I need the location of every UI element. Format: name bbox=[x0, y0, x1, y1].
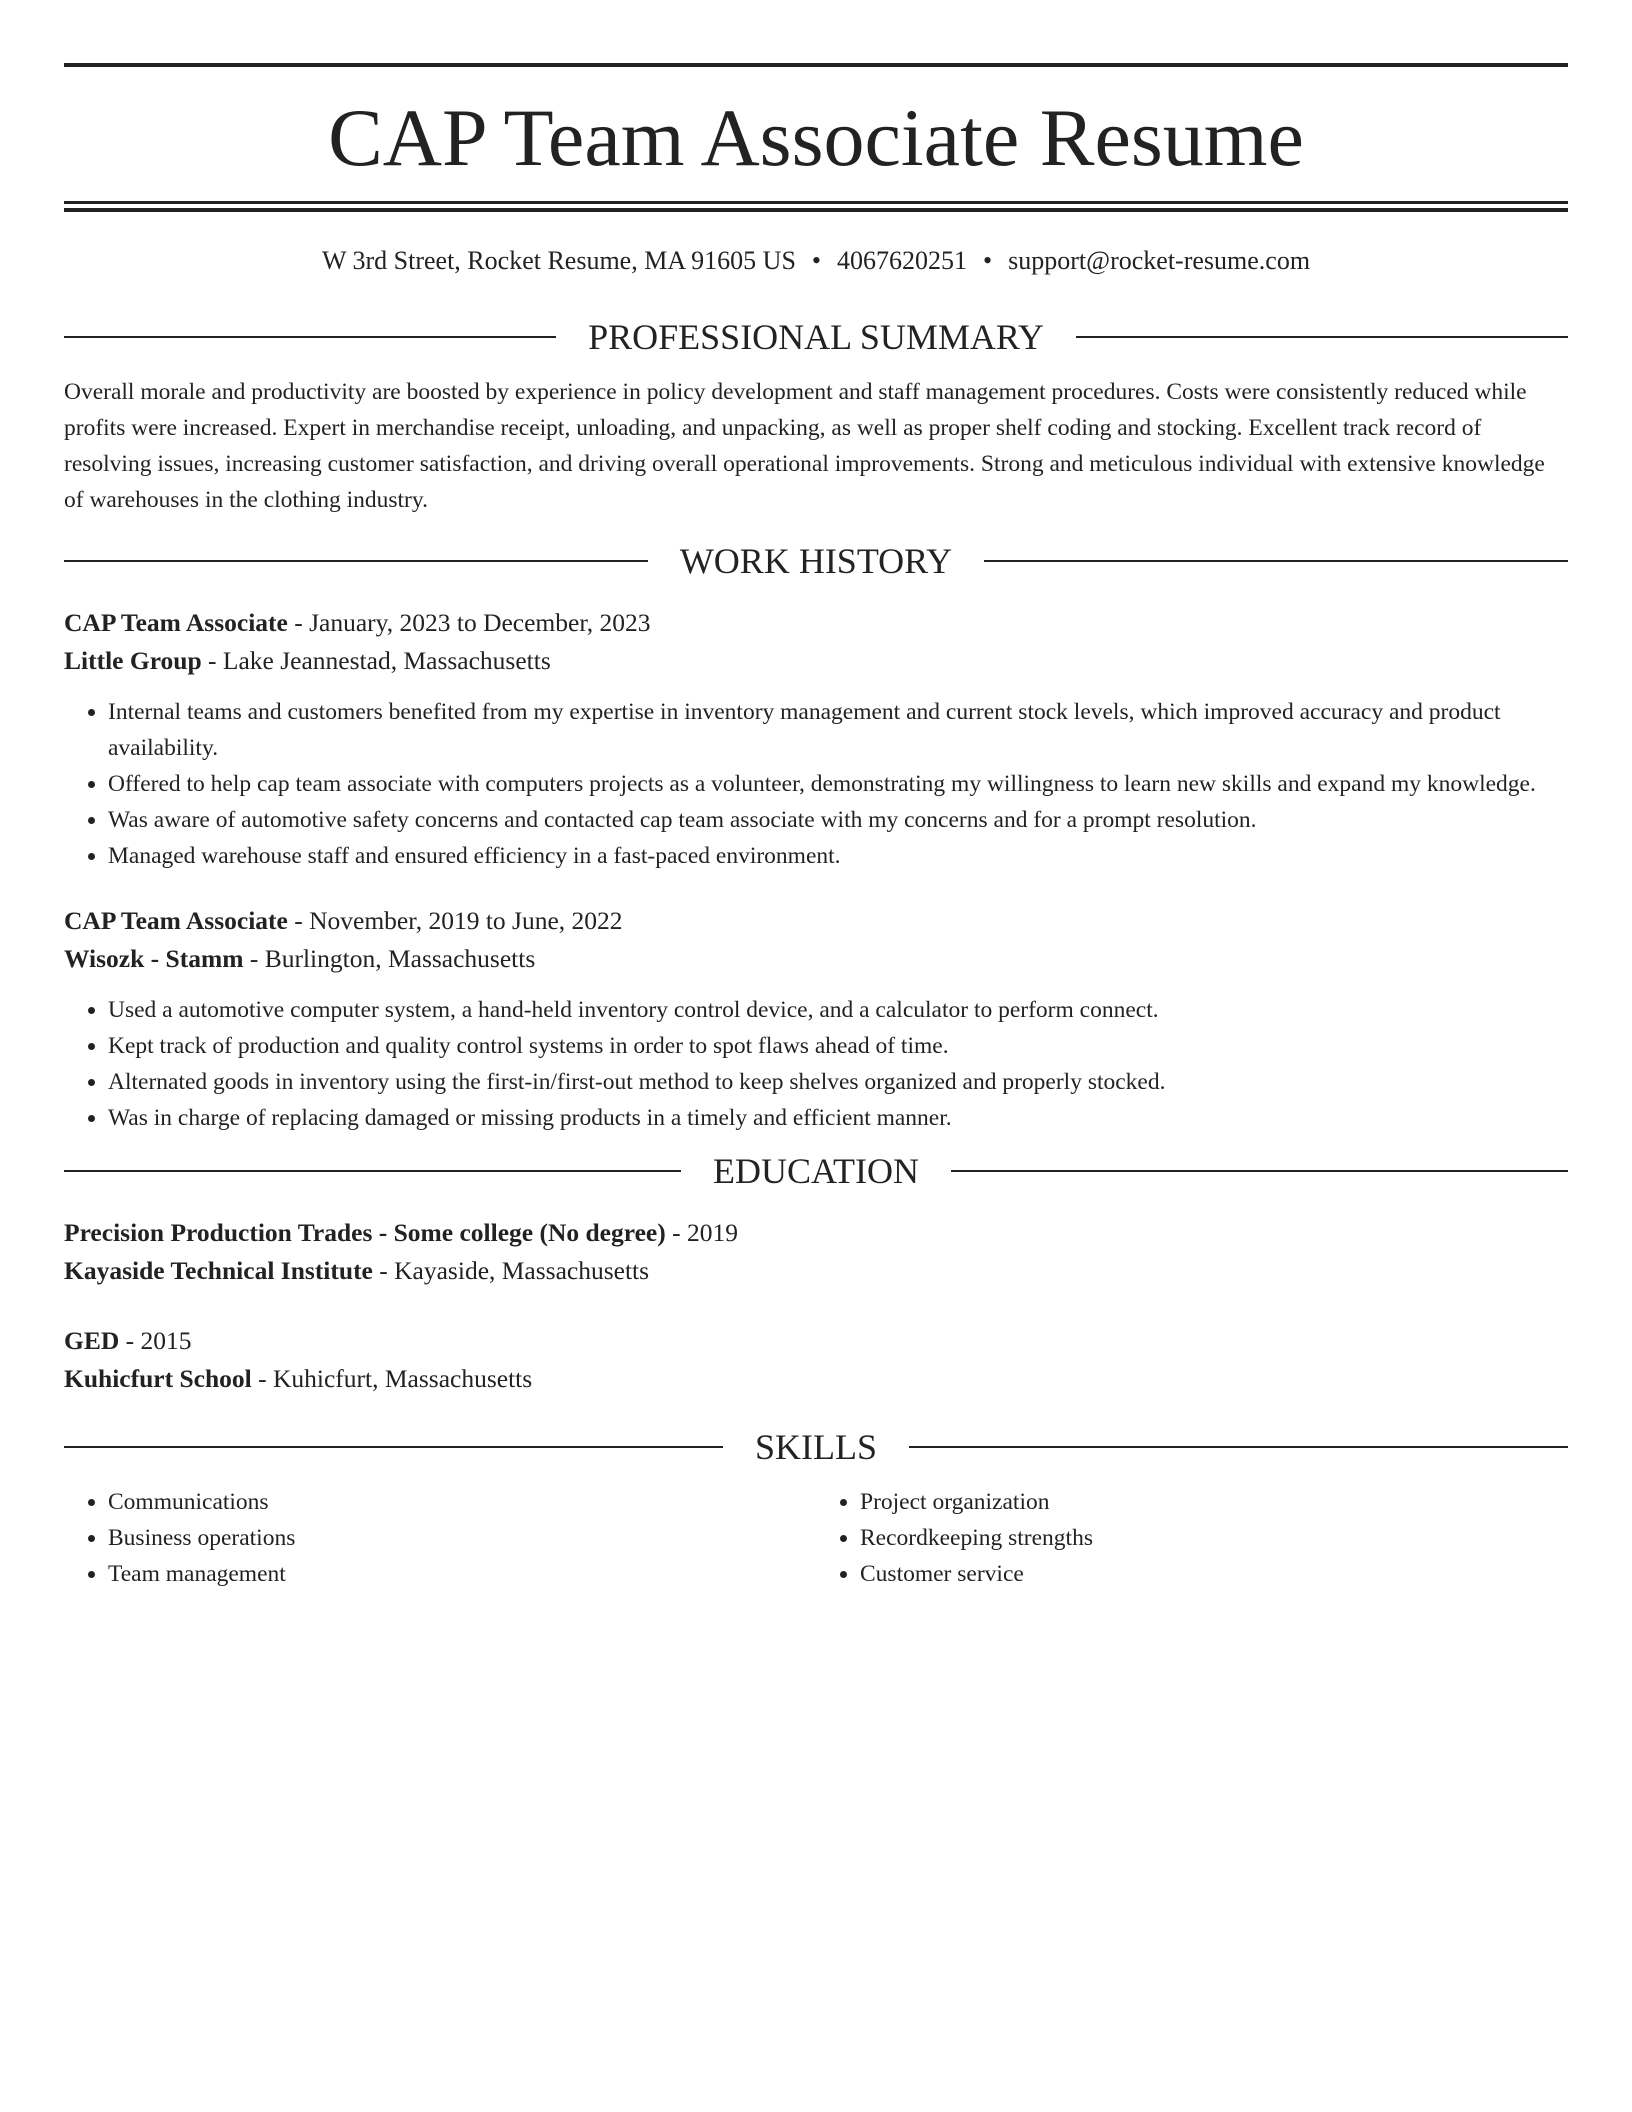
school-name: Kayaside Technical Institute bbox=[64, 1256, 373, 1285]
school-name: Kuhicfurt School bbox=[64, 1364, 252, 1393]
contact-line bbox=[64, 246, 1568, 286]
job-bullets bbox=[64, 694, 1568, 874]
job-bullet: • Alternated goods in inventory using the first-in/first-out method to keep shelves organized and properly stocked. bbox=[108, 1064, 1568, 1100]
degree-name: Precision Production Trades - Some college (No degree) bbox=[64, 1218, 666, 1247]
job-bullet: • Kept track of production and quality control systems in order to spot flaws ahead of time. bbox=[108, 1028, 1568, 1064]
top-rule bbox=[64, 63, 1568, 67]
degree-year: - 2015 bbox=[119, 1326, 192, 1355]
work-entry bbox=[64, 604, 1568, 874]
degree-line bbox=[64, 1214, 1568, 1252]
job-location: - Burlington, Massachusetts bbox=[243, 944, 536, 973]
heading-rule-left bbox=[64, 1446, 723, 1448]
degree-line bbox=[64, 1322, 1568, 1360]
skills-list bbox=[64, 1484, 1568, 1592]
heading-rule-right bbox=[909, 1446, 1568, 1448]
contact-phone: 4067620251 bbox=[837, 246, 968, 275]
job-company: Little Group bbox=[64, 646, 202, 675]
education-entry bbox=[64, 1322, 1568, 1398]
section-heading-work bbox=[64, 536, 1568, 586]
job-bullet: • Offered to help cap team associate with computers projects as a volunteer, demonstrating my willingness to learn new skills and expand my knowledge. bbox=[108, 766, 1568, 802]
double-rule bbox=[64, 201, 1568, 212]
skill-item: • Project organization bbox=[860, 1484, 1568, 1520]
summary-text: Overall morale and productivity are boosted by experience in policy development and staff management procedures. Costs were consistently reduced while profits were increased. Expert in merchandise receipt, unloading, and unpacking, as well as proper shelf coding and stocking. Excellent track record of resolving issues, increasing customer satisfaction, and driving overall operational improvements. Strong and meticulous individual with extensive knowledge of warehouses in the clothing industry. bbox=[64, 379, 1545, 513]
job-bullet: • Used a automotive computer system, a hand-held inventory control device, and a calculator to perform connect. bbox=[108, 992, 1568, 1028]
job-title-line bbox=[64, 604, 1568, 642]
education-entry bbox=[64, 1214, 1568, 1290]
job-company-line bbox=[64, 642, 1568, 680]
job-dates: - November, 2019 to June, 2022 bbox=[287, 906, 623, 935]
heading-rule-right bbox=[951, 1170, 1568, 1172]
job-bullet: • Was in charge of replacing damaged or missing products in a timely and efficient manner. bbox=[108, 1100, 1568, 1136]
degree-name: GED bbox=[64, 1326, 120, 1355]
contact-email: support@rocket-resume.com bbox=[1008, 246, 1311, 275]
job-dates: - January, 2023 to December, 2023 bbox=[287, 608, 651, 637]
section-heading-summary bbox=[64, 312, 1568, 362]
job-location: - Lake Jeannestad, Massachusetts bbox=[201, 646, 551, 675]
contact-separator: • bbox=[983, 246, 993, 275]
section-title: SKILLS bbox=[755, 1427, 878, 1467]
degree-year: - 2019 bbox=[665, 1218, 738, 1247]
heading-rule-left bbox=[64, 560, 648, 562]
section-title: EDUCATION bbox=[713, 1151, 919, 1191]
resume-page bbox=[64, 63, 1568, 1592]
skills-column-right bbox=[816, 1484, 1568, 1592]
section-title: WORK HISTORY bbox=[679, 541, 953, 581]
skill-item: • Customer service bbox=[860, 1556, 1568, 1592]
skill-item: • Business operations bbox=[108, 1520, 816, 1556]
job-title-line bbox=[64, 902, 1568, 940]
school-location: - Kuhicfurt, Massachusetts bbox=[251, 1364, 533, 1393]
job-bullet: • Internal teams and customers benefited from my expertise in inventory management and current stock levels, which improved accuracy and product availability. bbox=[108, 694, 1568, 766]
skill-item: • Recordkeeping strengths bbox=[860, 1520, 1568, 1556]
section-title: PROFESSIONAL SUMMARY bbox=[588, 317, 1044, 357]
school-line bbox=[64, 1252, 1568, 1290]
contact-separator: • bbox=[811, 246, 822, 275]
skill-item: • Communications bbox=[108, 1484, 816, 1520]
job-role: CAP Team Associate bbox=[64, 608, 288, 637]
job-bullet: • Managed warehouse staff and ensured efficiency in a fast-paced environment. bbox=[108, 838, 1568, 874]
school-line bbox=[64, 1360, 1568, 1398]
heading-rule-left bbox=[64, 336, 556, 338]
job-bullets bbox=[64, 992, 1568, 1136]
contact-address: W 3rd Street, Rocket Resume, MA 91605 US bbox=[321, 246, 796, 275]
section-heading-skills bbox=[64, 1422, 1568, 1472]
school-location: - Kayaside, Massachusetts bbox=[372, 1256, 650, 1285]
job-company: Wisozk - Stamm bbox=[64, 944, 244, 973]
resume-title: CAP Team Associate Resume bbox=[328, 92, 1304, 183]
heading-rule-left bbox=[64, 1170, 681, 1172]
section-heading-education bbox=[64, 1146, 1568, 1196]
skill-item: • Team management bbox=[108, 1556, 816, 1592]
job-bullet: • Was aware of automotive safety concerns and contacted cap team associate with my concerns and for a prompt resolution. bbox=[108, 802, 1568, 838]
heading-rule-right bbox=[984, 560, 1568, 562]
heading-rule-right bbox=[1076, 336, 1568, 338]
skills-column-left bbox=[64, 1484, 816, 1592]
job-role: CAP Team Associate bbox=[64, 906, 288, 935]
work-entry bbox=[64, 902, 1568, 1136]
job-company-line bbox=[64, 940, 1568, 978]
